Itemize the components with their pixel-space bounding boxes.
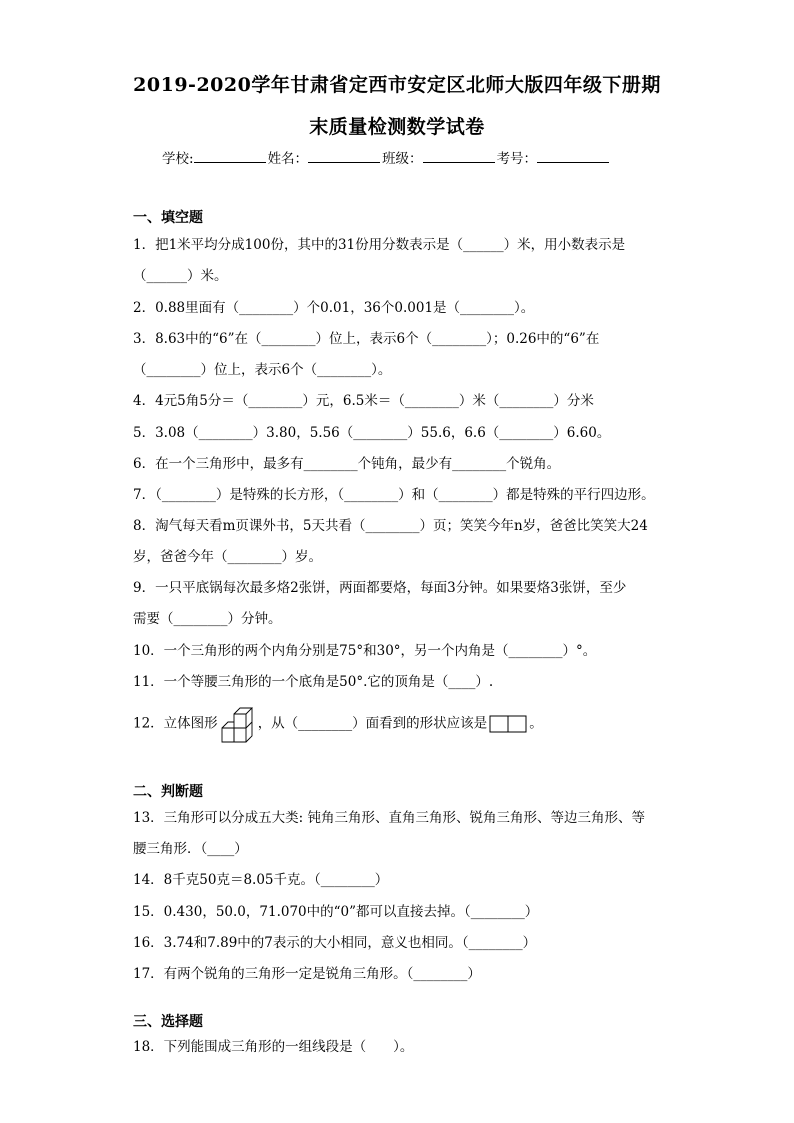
question-15: 15．0.430，50.0，71.070中的“0”都可以直接去掉。（________）: [133, 904, 539, 920]
exam-title-line-2: 末质量检测数学试卷: [309, 116, 485, 138]
question-10: 10．一个三角形的两个内角分别是75°和30°，另一个内角是（________）°。: [133, 643, 597, 659]
question-6: 6．在一个三角形中，最多有________个钝角，最少有________个锐角。: [133, 456, 561, 472]
exam-number-blank[interactable]: [537, 150, 609, 163]
question-3-line-2: （________）位上，表示6个（________）。: [133, 362, 392, 378]
question-3-line-1: 3．8.63中的“6”在（________）位上，表示6个（________）；0.26中的“6”在: [133, 331, 600, 347]
section-multiple-choice: 三、选择题: [133, 1014, 203, 1030]
exam-number-label: 考号：: [496, 151, 538, 167]
two-square-answer-figure: [489, 715, 527, 733]
question-11: 11．一个等腰三角形的一个底角是50°.它的顶角是（____）.: [133, 674, 494, 690]
class-label: 班级：: [382, 151, 423, 167]
question-12-prefix: 12．立体图形: [133, 715, 218, 732]
question-4: 4．4元5角5分＝（________）元，6.5米＝（________）米（________）分米: [133, 393, 594, 409]
section-fill-in-blank: 一、填空题: [133, 210, 203, 226]
question-18: 18．下列能围成三角形的一组线段是（ ）。: [133, 1039, 414, 1055]
question-8-line-1: 8．淘气每天看m页课外书，5天共看（________）页；笑笑今年n岁，爸爸比笑笑大24: [133, 518, 648, 534]
question-8-line-2: 岁，爸爸今年（________）岁。: [133, 549, 322, 565]
question-12-middle: ，从（________）面看到的形状应该是: [257, 715, 488, 732]
question-2: 2．0.88里面有（________）个0.01，36个0.001是（________）。: [133, 300, 535, 316]
stacked-cubes-figure: [220, 704, 256, 744]
section-true-false: 二、判断题: [133, 784, 203, 800]
question-17: 17．有两个锐角的三角形一定是锐角三角形。（________）: [133, 966, 481, 982]
question-13-line-1: 13．三角形可以分成五大类: 钝角三角形、直角三角形、锐角三角形、等边三角形、等: [133, 810, 646, 826]
student-info-line: [162, 147, 611, 167]
question-12-suffix: 。: [529, 715, 543, 732]
question-12: [133, 704, 543, 744]
question-9-line-1: 9．一只平底锅每次最多烙2张饼，两面都要烙，每面3分钟。如果要烙3张饼，至少: [133, 580, 627, 596]
name-label: 姓名：: [267, 151, 309, 167]
question-13-line-2: 腰三角形．（____）: [133, 841, 248, 857]
exam-title-line-1: 2019-2020学年甘肃省定西市安定区北师大版四年级下册期: [133, 74, 661, 96]
question-14: 14．8千克50克＝8.05千克。（________）: [133, 872, 389, 888]
question-1-line-1: 1．把1米平均分成100份，其中的31份用分数表示是（______）米，用小数表示是: [133, 237, 626, 253]
name-blank[interactable]: [308, 150, 380, 163]
class-blank[interactable]: [423, 150, 495, 163]
question-16: 16．3.74和7.89中的7表示的大小相同，意义也相同。（________）: [133, 935, 537, 951]
question-1-line-2: （______）米。: [133, 268, 228, 284]
question-5: 5．3.08（________）3.80，5.56（________）55.6，6.6（________）6.60。: [133, 425, 611, 441]
school-blank[interactable]: [194, 150, 266, 163]
question-7: 7．（________）是特殊的长方形，（________）和（________）都是特殊的平行四边形。: [133, 487, 655, 503]
school-label: 学校:: [162, 151, 194, 167]
question-9-line-2: 需要（________）分钟。: [133, 611, 282, 627]
